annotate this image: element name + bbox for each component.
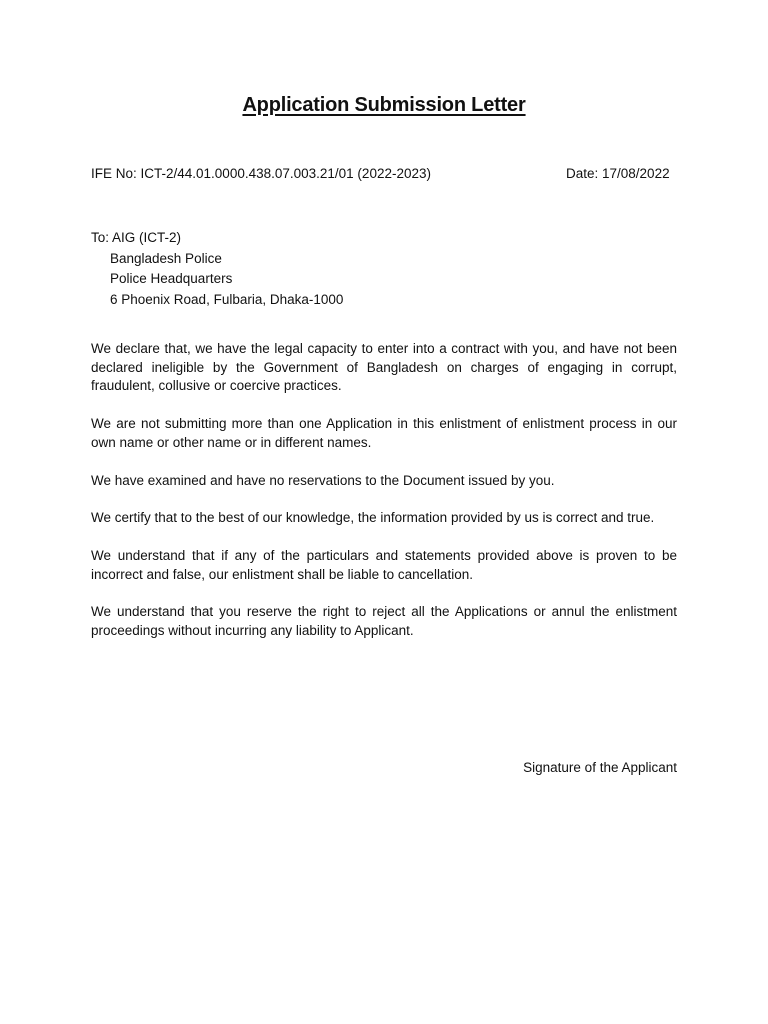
declaration-paragraph: We are not submitting more than one Application in this enlistment of enlistment process in our own name or other name or in different names. [91, 416, 677, 450]
signature-label: Signature of the Applicant [523, 760, 677, 775]
declaration-paragraph: We certify that to the best of our knowledge, the information provided by us is correct and true. [91, 510, 655, 526]
recipient-line: Police Headquarters [110, 271, 233, 286]
declaration-paragraph: We understand that if any of the particulars and statements provided above is proven to be incorrect and false, our enlistment shall be liable to cancellation. [91, 547, 677, 582]
declaration-paragraph: We understand that you reserve the right to reject all the Applications or annul the enlistment proceedings without incurring any liability to Applicant. [91, 604, 677, 639]
recipient-line: To: AIG (ICT-2) [91, 230, 182, 245]
declaration-paragraph: We declare that, we have the legal capacity to enter into a contract with you, and have not been declared ineligible by the Government of Bangladesh on charges of engaging in corrupt, fraudulent, collusive or coercive practices. [91, 341, 677, 394]
declaration-paragraph: We have examined and have no reservations to the Document issued by you. [91, 472, 555, 488]
letter-date: Date: 17/08/2022 [566, 166, 670, 181]
recipient-line: Bangladesh Police [110, 250, 222, 266]
letter-title: Application Submission Letter [242, 94, 526, 116]
ife-number: IFE No: ICT-2/44.01.0000.438.07.003.21/01 (2022-2023) [91, 166, 431, 181]
recipient-line: 6 Phoenix Road, Fulbaria, Dhaka-1000 [110, 291, 344, 307]
letter-body [91, 340, 677, 660]
recipient-address [91, 228, 343, 310]
